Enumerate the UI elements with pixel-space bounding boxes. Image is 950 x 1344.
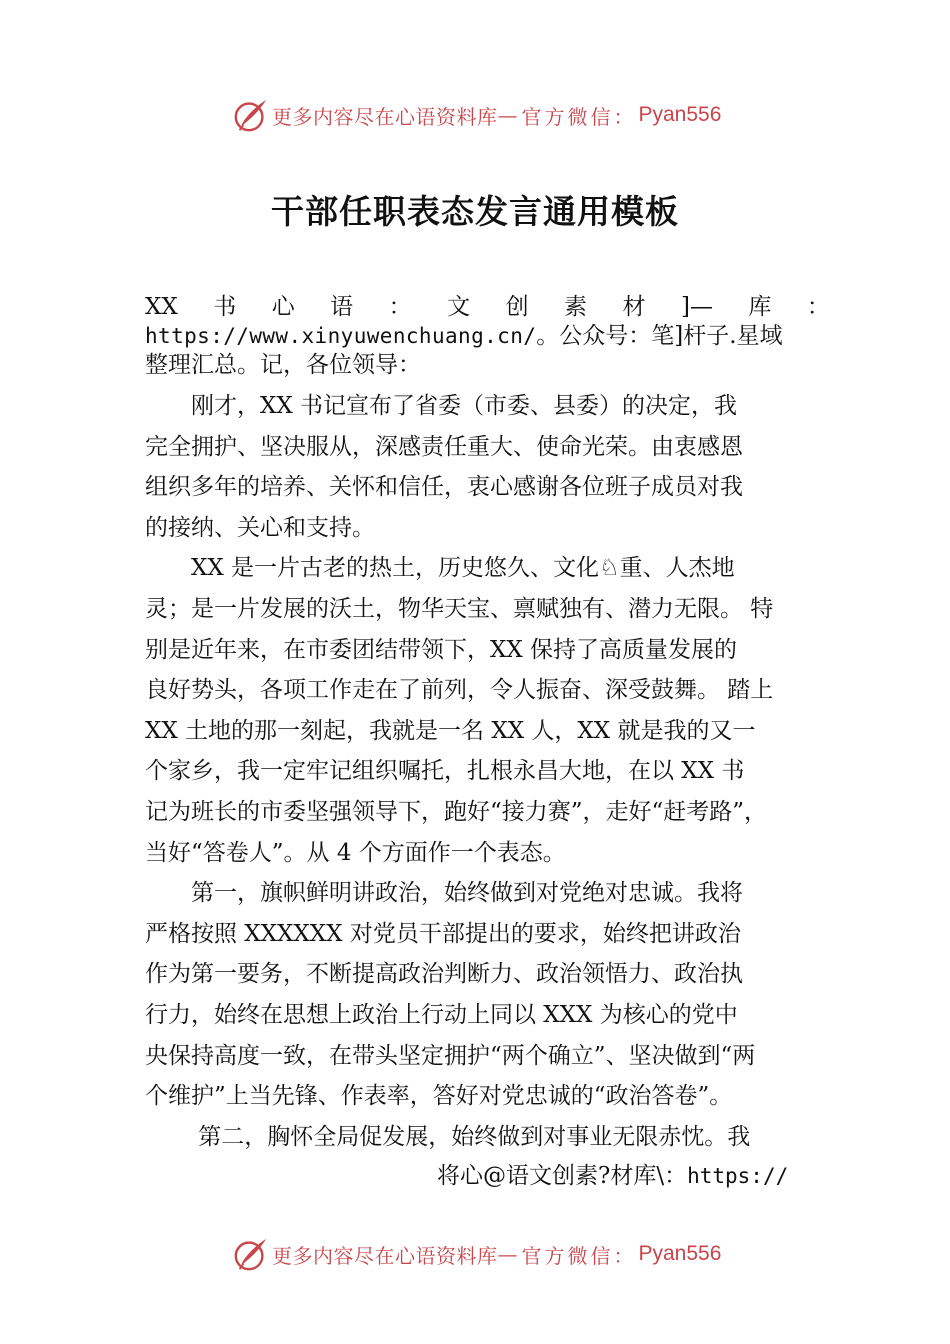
source-line-1-token: XX <box>145 294 178 320</box>
source-note <box>145 293 830 380</box>
source-account: 。公众号：笔]杆子.星域 <box>536 323 783 349</box>
banner-label: 官方微信： <box>521 1243 637 1268</box>
body-line: 第二，胸怀全局促发展，始终做到对事业无限赤忱。我 <box>145 1123 751 1150</box>
source-line-1 <box>145 293 830 322</box>
source-url: https://www.xinyuwenchuang.cn/ <box>145 324 537 348</box>
page-tail-fragment <box>437 1160 788 1192</box>
source-line-1-token: 文 <box>447 294 471 320</box>
source-line-1-token: 创 <box>505 294 529 320</box>
body-line: 别是近年来，在市委团结带领下，XX 保持了高质量发展的 <box>145 636 738 663</box>
body-line: XX 是一片古老的热土，历史悠久、文化♘重、人杰地 <box>145 555 735 582</box>
body-line: 灵；是一片发展的沃土，物华天宝、禀赋独有、潜力无限。 特 <box>145 595 774 622</box>
body-line: 组织多年的培养、关怀和信任，衷心感谢各位班子成员对我 <box>145 474 743 501</box>
document-title: 干部任职表态发言通用模板 <box>271 192 679 231</box>
banner-wechat-id: Pyan556 <box>638 103 722 126</box>
source-line-1-token: 素 <box>564 294 588 320</box>
body-line: 作为第一要务，不断提高政治判断力、政治领悟力、政治执 <box>145 961 743 988</box>
header-banner <box>232 95 721 135</box>
footer-banner <box>232 1234 721 1274</box>
body-line: XX 土地的那一刻起，我就是一名 XX 人，XX 就是我的又一 <box>145 717 756 744</box>
tail-text: 将心@语文创素?材库\： <box>437 1163 688 1189</box>
source-line-1-token: ： <box>388 294 412 320</box>
banner-text: 更多内容尽在心语资料库 <box>272 1243 498 1268</box>
body-line: 的接纳、关心和支持。 <box>145 514 375 541</box>
body-line: 完全拥护、坚决服从，深感责任重大、使命光荣。由衷感恩 <box>145 433 743 460</box>
source-line-1-token: 材 <box>622 294 646 320</box>
body-line: 严格按照 XXXXXX 对党员干部提出的要求，始终把讲政治 <box>145 920 741 947</box>
body-line: 刚才，XX 书记宣布了省委（市委、县委）的决定，我 <box>145 393 738 419</box>
banner-text: 更多内容尽在心语资料库 <box>272 104 498 129</box>
banner-separator: — <box>497 103 518 127</box>
tail-url: https:// <box>687 1164 789 1188</box>
source-line-1-token: ]— <box>680 294 713 320</box>
source-line-3: 整理汇总。记，各位领导： <box>145 352 421 378</box>
body-line: 记为班长的市委坚强领导下，跑好“接力赛”，走好“赶考路”， <box>145 798 768 825</box>
source-line-1-token: 书 <box>213 294 237 320</box>
body-line: 个家乡，我一定牢记组织嘱托，扎根永昌大地，在以 XX 书 <box>145 758 745 785</box>
source-line-1-token: 心 <box>271 294 295 320</box>
body-line: 良好势头，各项工作走在了前列，令人振奋、深受鼓舞。 踏上 <box>145 677 774 704</box>
source-line-2 <box>145 322 830 351</box>
quill-logo-icon <box>232 1235 270 1273</box>
source-line-1-token: ： <box>806 294 830 320</box>
body-line: 个维护”上当先锋、作表率，答好对党忠诚的“政治答卷”。 <box>145 1083 733 1110</box>
source-line-1-token: 库 <box>748 294 772 320</box>
banner-separator: — <box>497 1242 518 1266</box>
body-line: 央保持高度一致，在带头坚定拥护“两个确立”、坚决做到“两 <box>145 1042 756 1069</box>
banner-wechat-id: Pyan556 <box>638 1242 722 1265</box>
document-body <box>145 386 825 1157</box>
body-line: 行力，始终在思想上政治上行动上同以 XXX 为核心的党中 <box>145 1001 738 1028</box>
body-line: 第一，旗帜鲜明讲政治，始终做到对党绝对忠诚。我将 <box>145 880 743 907</box>
body-line: 当好“答卷人”。从 4 个方面作一个表态。 <box>145 839 566 866</box>
quill-logo-icon <box>232 96 270 134</box>
banner-label: 官方微信： <box>521 104 637 129</box>
source-line-1-token: 语 <box>330 294 354 320</box>
